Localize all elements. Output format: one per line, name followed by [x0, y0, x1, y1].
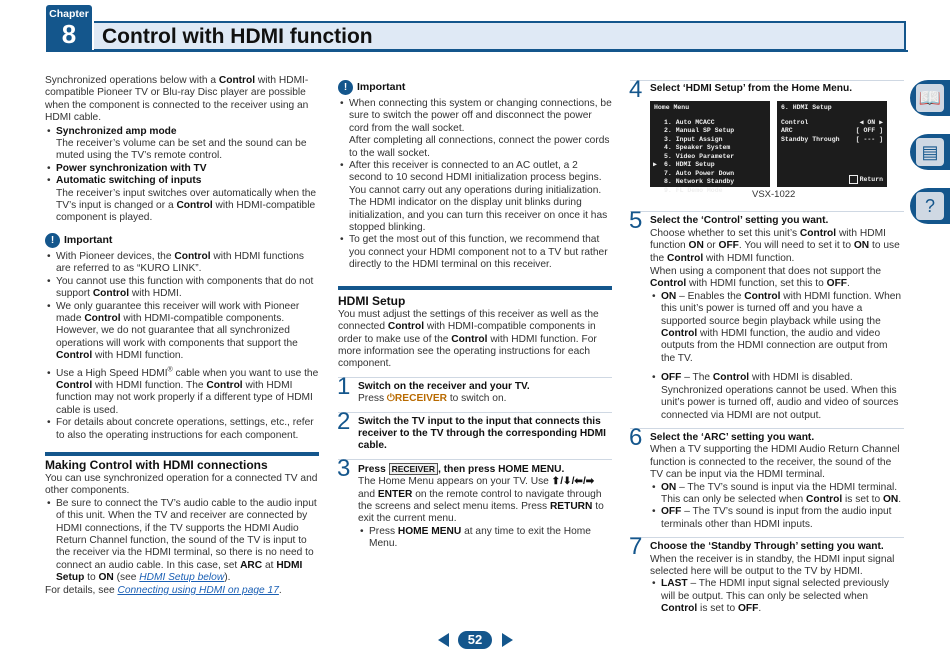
step-title: Select the ‘Control’ setting you want. — [650, 215, 829, 227]
important-item: • You cannot use this function with components that do not support Control with HDMI. — [45, 276, 319, 301]
step-text: The Home Menu appears on your TV. Use ⬆/⬇/⬅/➡ and ENTER on the remote control to navigate through the screens and select menu items. Press RETURN to exit the current menu. — [358, 476, 604, 525]
column-right — [629, 76, 904, 616]
important-item: • After this receiver is connected to an AC outlet, a 2 second to 10 second HDMI initialization process begins. You cannot carry out any operations during initialization. The HDMI indicator on the display unit blinks during initialization, and you can turn this receiver on once it has stopped blinking. — [338, 160, 612, 234]
osd-menu-item: 1. Auto MCACC — [664, 118, 715, 126]
prev-page-arrow-icon[interactable] — [438, 633, 449, 647]
step-title: Switch the TV input to the input that connects this receiver to the TV through the corresponding HDMI cable. — [358, 415, 606, 452]
osd-hdmi-setup-rows — [777, 119, 887, 145]
step-number: 6 — [629, 423, 643, 451]
osd-hdmi-setup-title: 6. HDMI Setup — [781, 104, 832, 112]
feature-amp-mode-text: The receiver’s volume can be set and the sound can be muted using the TV’s remote control. — [56, 138, 307, 162]
step-3 — [337, 454, 612, 551]
osd-menu-item: 3. Input Assign — [664, 135, 723, 143]
important-item: • To get the most out of this function, we recommend that you connect your HDMI component not to a TV but rather directly to the HDMI terminal on this receiver. — [338, 234, 612, 271]
osd-setting-row: ARC [ OFF ] — [781, 127, 883, 135]
step-1 — [337, 372, 612, 406]
model-label: VSX-1022 — [752, 189, 796, 201]
step-title: Select the ‘ARC’ setting you want. — [650, 431, 815, 443]
step-4 — [629, 76, 904, 103]
title-bar — [94, 21, 906, 51]
return-icon — [849, 175, 858, 184]
connection-item: • Be sure to connect the TV’s audio cable to the audio input of this unit. When the TV and receiver are connected by HDMI connections, if the TV supports the HDMI Audio Return Channel function, the sound of the TV is input to the receiver via the HDMI terminal, so there is no need to connect an audio cable. In this case, set ARC at HDMI Setup to ON (see HDMI Setup below). — [45, 498, 319, 585]
section-bar — [338, 286, 612, 290]
step-text: When a TV supporting the HDMI Audio Return Channel function is connected to the receiver, the sound of the TV can be input via the HDMI terminal. — [650, 444, 900, 481]
feature-auto-switch: • Automatic switching of inputs — [45, 175, 319, 187]
important-icon: ! — [45, 233, 60, 248]
option-off: • OFF – The Control with HDMI is disabled. Synchronized operations cannot be used. When this unit’s power is turned off, audio and video of sources connected via HDMI are not output. — [650, 372, 904, 422]
step-number: 3 — [337, 454, 351, 482]
important-item: • When connecting this system or changing connections, be sure to switch the power off and disconnect the power cord from the wall socket. After completing all connections, connect the power cords to the wall socket. — [338, 98, 612, 160]
important-item: • We only guarantee this receiver will work with Pioneer made Control with HDMI-compatible components. However, we do not guarantee that all synchronized operations will work with components that support the Control with HDMI function. — [45, 301, 319, 363]
step-2 — [337, 407, 612, 453]
chapter-number: 8 — [61, 19, 77, 49]
section-text: You must adjust the settings of this receiver as well as the connected Control with HDMI-compatible components in order to make use of the Control with HDMI function. For more information see the operating instructions for each component. — [338, 308, 599, 370]
step-text: Choose whether to set this unit’s Control with HDMI function ON or OFF. You will need to set it to ON to use the Control with HDMI function. — [650, 227, 900, 264]
section-text: You can use synchronized operation for a connected TV and other components. — [45, 472, 318, 497]
book-icon: 📖 — [916, 84, 944, 112]
step-number: 1 — [337, 372, 351, 400]
step-title: Choose the ‘Standby Through’ setting you want. — [650, 541, 884, 553]
option-off: • OFF – The TV’s sound is input from the audio input terminals other than HDMI inputs. — [650, 506, 904, 531]
step-6 — [629, 423, 904, 531]
details-text: For details, see Connecting using HDMI on page 17. — [45, 584, 282, 596]
step-note: • Press HOME MENU at any time to exit the Home Menu. — [358, 526, 612, 551]
step-text: When the receiver is in standby, the HDMI input signal selected here will be output to the TV by HDMI. — [650, 553, 895, 577]
feature-power-sync: • Power synchronization with TV — [45, 163, 319, 175]
option-last: • LAST – The HDMI input signal selected previously will be output. This can only be selected when Control is set to OFF. — [650, 578, 904, 615]
side-help-button[interactable] — [910, 188, 950, 224]
page-title: Control with HDMI function — [102, 25, 373, 48]
osd-menu-item: 8. Network Standby — [664, 178, 735, 186]
column-left — [45, 75, 319, 597]
osd-setting-row: Standby Through [ --- ] — [781, 135, 883, 143]
section-title: HDMI Setup — [338, 293, 406, 308]
step-number: 2 — [337, 407, 351, 435]
important-heading: ! Important — [338, 78, 612, 96]
column-middle — [338, 78, 612, 551]
title-underline — [46, 50, 908, 52]
step-7 — [629, 533, 904, 615]
connecting-hdmi-link[interactable]: Connecting using HDMI on page 17 — [117, 584, 279, 596]
section-connections — [45, 452, 319, 597]
osd-home-menu — [650, 101, 770, 194]
intro-paragraph: Synchronized operations below with a Control with HDMI-compatible Pioneer TV or Blu-ray Disc player are possible when the component is connected to the receiver using an HDMI cable. — [45, 75, 309, 124]
important-item: • For details about concrete operations, settings, etc., refer to also the operating instructions for each component. — [45, 417, 319, 442]
section-title: Making Control with HDMI connections — [45, 457, 268, 472]
osd-menu-item-selected: ▶ 6. HDMI Setup — [653, 161, 715, 169]
osd-home-menu-list — [650, 119, 770, 196]
important-item: • With Pioneer devices, the Control with HDMI functions are referred to as “KURO LINK”. — [45, 251, 319, 276]
osd-menu-item: 7. Auto Power Down — [664, 169, 735, 177]
step-text: When using a component that does not support the Control with HDMI function, set this to OFF. — [650, 266, 882, 290]
receiver-button-label: RECEIVER — [389, 463, 438, 475]
arrow-keys-icon: ⬆/⬇/⬅/➡ — [551, 476, 595, 488]
osd-hdmi-setup — [777, 101, 887, 187]
osd-setting-row: Control ◀ ON ▶ — [781, 118, 883, 126]
step-title: Switch on the receiver and your TV. — [358, 380, 530, 392]
step-number: 5 — [629, 207, 643, 235]
receiver-icon: ▤ — [916, 138, 944, 166]
chapter-label: Chapter — [49, 8, 89, 20]
page-number: 52 — [458, 631, 492, 649]
step-5 — [629, 207, 904, 422]
feature-amp-mode: • Synchronized amp mode — [45, 126, 319, 138]
side-receiver-button[interactable] — [910, 134, 950, 170]
osd-menu-item: 5. Video Parameter — [664, 152, 735, 160]
step-title: Select ‘HDMI Setup’ from the Home Menu. — [650, 83, 853, 94]
important-icon: ! — [338, 80, 353, 95]
osd-screens — [630, 95, 904, 199]
step-text: Press ⏻RECEIVER to switch on. — [358, 393, 507, 405]
help-icon: ? — [916, 192, 944, 220]
section-bar — [45, 452, 319, 456]
section-hdmi-setup — [338, 286, 612, 371]
important-heading: ! Important — [45, 231, 319, 249]
osd-menu-item: 9. FL Demo Mode — [664, 186, 723, 194]
osd-return: Return — [849, 175, 883, 185]
hdmi-setup-link[interactable]: HDMI Setup below — [139, 572, 225, 584]
receiver-button-label: ⏻RECEIVER — [386, 393, 448, 405]
important-item: • Use a High Speed HDMI® cable when you want to use the Control with HDMI function. The Control with HDMI function may not work properly if a different type of HDMI cable is used. — [45, 368, 319, 418]
osd-cursor-icon: ▶ — [653, 161, 657, 169]
osd-menu-item: 4. Speaker System — [664, 144, 731, 152]
side-book-button[interactable] — [910, 80, 950, 116]
osd-menu-item: 2. Manual SP Setup — [664, 127, 735, 135]
step-number: 4 — [629, 76, 643, 103]
osd-home-menu-title: Home Menu — [654, 104, 690, 112]
next-page-arrow-icon[interactable] — [502, 633, 513, 647]
option-on: • ON – Enables the Control with HDMI function. When this unit’s power is turned off and you have a supported source begin playback while using the Control with HDMI function, the audio and video outputs from the HDMI connection are output from the TV. — [650, 291, 904, 365]
option-on: • ON – The TV’s sound is input via the HDMI terminal. This can only be selected when Control is set to ON. — [650, 482, 904, 507]
feature-auto-switch-text: The receiver’s input switches over automatically when the TV’s input is changed or a Control with HDMI-compatible component is played. — [56, 187, 317, 224]
chapter-tab — [46, 5, 92, 51]
step-number: 7 — [629, 533, 643, 561]
step-title: Press RECEIVER , then press HOME MENU. — [358, 463, 565, 475]
